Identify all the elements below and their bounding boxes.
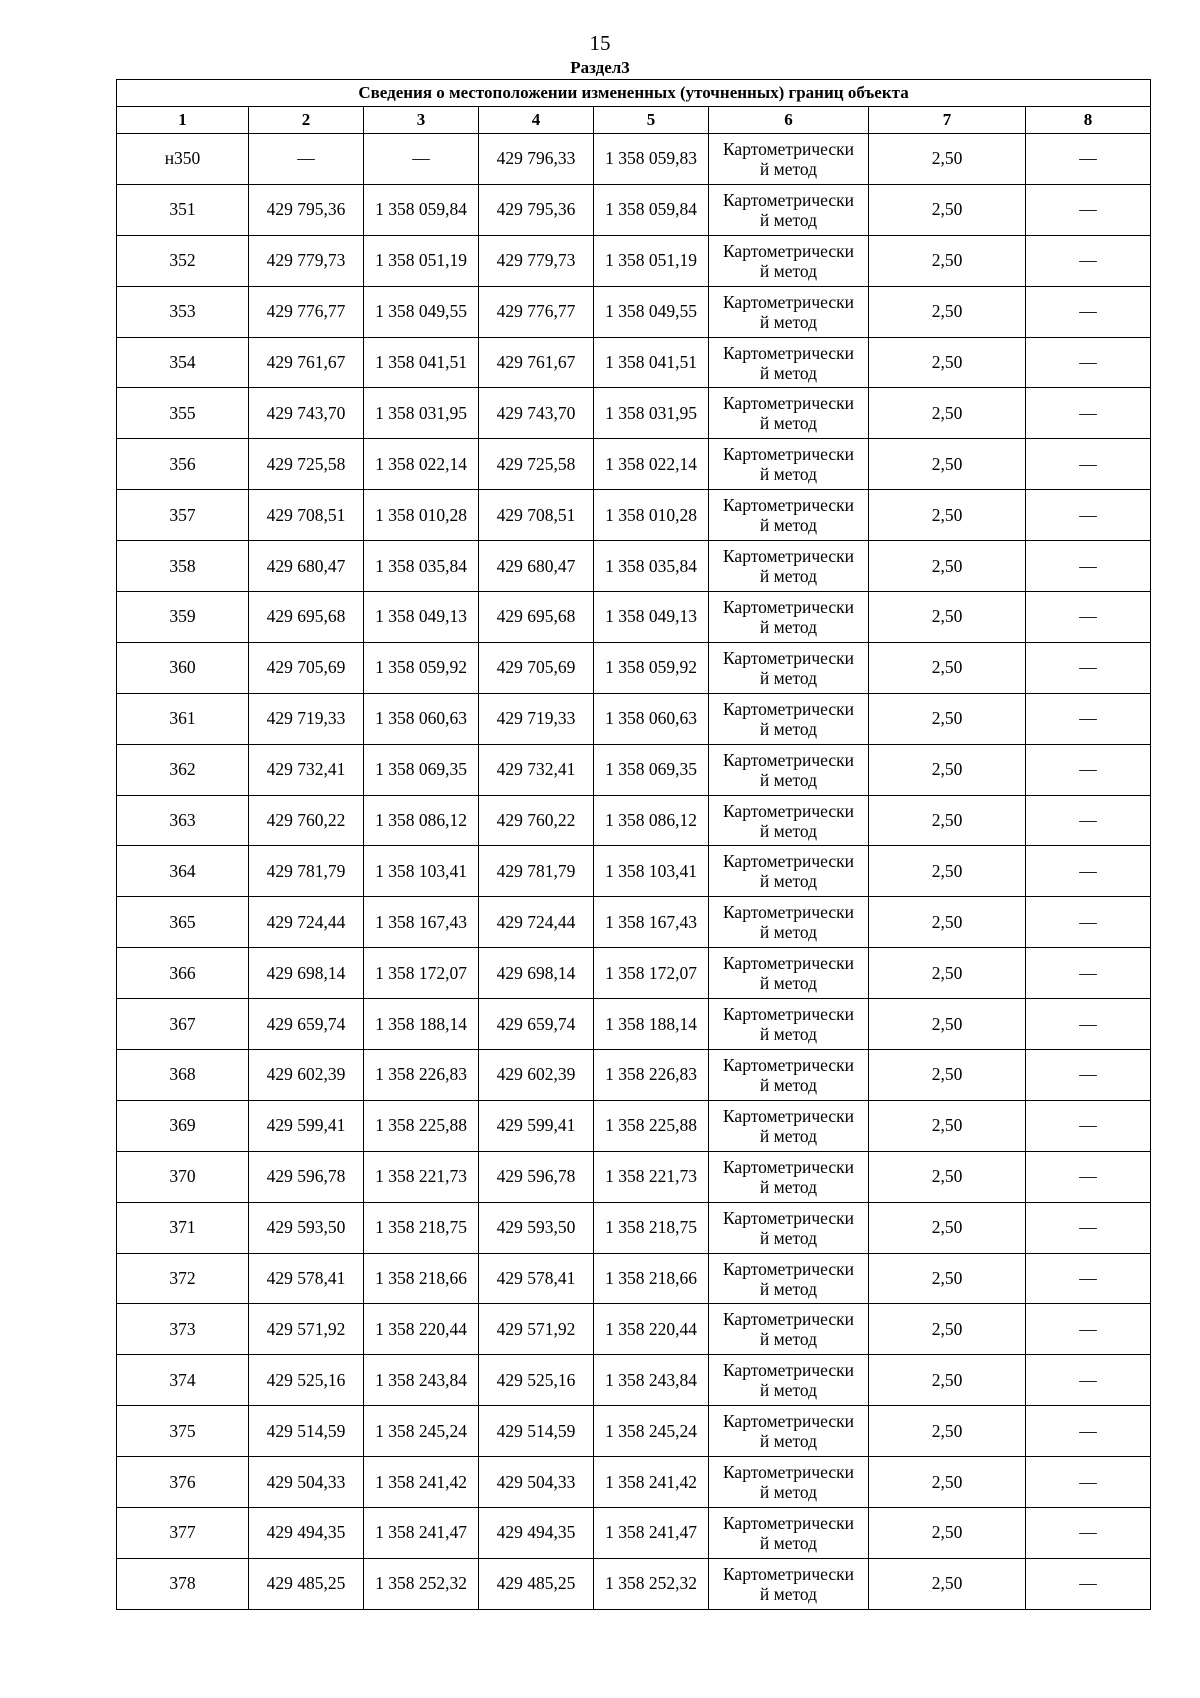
cell-point-number: 367	[117, 999, 249, 1050]
cell-old-y: 1 358 103,41	[364, 846, 479, 897]
cell-method: Картометрически й метод	[709, 134, 869, 185]
cell-old-x: 429 743,70	[249, 388, 364, 439]
cell-new-y: 1 358 059,92	[594, 642, 709, 693]
cell-old-x: 429 708,51	[249, 490, 364, 541]
cell-precision: 2,50	[869, 1100, 1026, 1151]
cell-old-x: 429 781,79	[249, 846, 364, 897]
cell-new-x: 429 525,16	[479, 1355, 594, 1406]
cell-new-x: 429 593,50	[479, 1202, 594, 1253]
cell-new-y: 1 358 243,84	[594, 1355, 709, 1406]
cell-point-number: 356	[117, 439, 249, 490]
cell-new-x: 429 680,47	[479, 541, 594, 592]
cell-method: Картометрически й метод	[709, 1406, 869, 1457]
cell-old-y: 1 358 243,84	[364, 1355, 479, 1406]
cell-precision: 2,50	[869, 897, 1026, 948]
cell-old-y: 1 358 241,42	[364, 1457, 479, 1508]
cell-precision: 2,50	[869, 235, 1026, 286]
cell-method: Картометрически й метод	[709, 184, 869, 235]
cell-old-x: 429 659,74	[249, 999, 364, 1050]
cell-precision: 2,50	[869, 1355, 1026, 1406]
cell-precision: 2,50	[869, 1151, 1026, 1202]
cell-old-x: 429 596,78	[249, 1151, 364, 1202]
cell-method: Картометрически й метод	[709, 1457, 869, 1508]
cell-method: Картометрически й метод	[709, 439, 869, 490]
cell-old-x: 429 485,25	[249, 1558, 364, 1609]
cell-description: —	[1026, 134, 1151, 185]
cell-new-x: 429 485,25	[479, 1558, 594, 1609]
cell-precision: 2,50	[869, 948, 1026, 999]
cell-old-y: 1 358 221,73	[364, 1151, 479, 1202]
cell-new-y: 1 358 172,07	[594, 948, 709, 999]
cell-new-x: 429 743,70	[479, 388, 594, 439]
cell-point-number: 359	[117, 592, 249, 643]
cell-point-number: 375	[117, 1406, 249, 1457]
cell-new-y: 1 358 241,47	[594, 1508, 709, 1559]
cell-method: Картометрически й метод	[709, 1100, 869, 1151]
cell-new-y: 1 358 241,42	[594, 1457, 709, 1508]
cell-old-y: 1 358 245,24	[364, 1406, 479, 1457]
cell-precision: 2,50	[869, 184, 1026, 235]
cell-new-x: 429 659,74	[479, 999, 594, 1050]
cell-method: Картометрически й метод	[709, 1508, 869, 1559]
column-header-8: 8	[1026, 107, 1151, 134]
cell-old-y: 1 358 188,14	[364, 999, 479, 1050]
column-header-5: 5	[594, 107, 709, 134]
cell-old-x: 429 578,41	[249, 1253, 364, 1304]
cell-old-x: —	[249, 134, 364, 185]
cell-description: —	[1026, 897, 1151, 948]
cell-description: —	[1026, 642, 1151, 693]
table-row	[117, 1355, 1151, 1406]
cell-method: Картометрически й метод	[709, 642, 869, 693]
cell-point-number: 371	[117, 1202, 249, 1253]
cell-description: —	[1026, 388, 1151, 439]
table-row	[117, 541, 1151, 592]
cell-old-x: 429 776,77	[249, 286, 364, 337]
cell-precision: 2,50	[869, 795, 1026, 846]
table-row	[117, 1304, 1151, 1355]
cell-precision: 2,50	[869, 1457, 1026, 1508]
cell-method: Картометрически й метод	[709, 286, 869, 337]
cell-method: Картометрически й метод	[709, 592, 869, 643]
table-row	[117, 897, 1151, 948]
cell-old-y: 1 358 051,19	[364, 235, 479, 286]
cell-description: —	[1026, 1050, 1151, 1101]
cell-old-x: 429 795,36	[249, 184, 364, 235]
cell-description: —	[1026, 592, 1151, 643]
column-header-6: 6	[709, 107, 869, 134]
cell-old-y: 1 358 060,63	[364, 693, 479, 744]
cell-old-x: 429 593,50	[249, 1202, 364, 1253]
cell-point-number: 358	[117, 541, 249, 592]
cell-new-y: 1 358 218,66	[594, 1253, 709, 1304]
cell-old-x: 429 719,33	[249, 693, 364, 744]
table-row	[117, 1558, 1151, 1609]
cell-new-y: 1 358 103,41	[594, 846, 709, 897]
cell-method: Картометрически й метод	[709, 897, 869, 948]
cell-precision: 2,50	[869, 744, 1026, 795]
table-row	[117, 948, 1151, 999]
cell-old-y: 1 358 010,28	[364, 490, 479, 541]
table-row	[117, 999, 1151, 1050]
cell-old-x: 429 599,41	[249, 1100, 364, 1151]
cell-new-x: 429 779,73	[479, 235, 594, 286]
cell-old-y: 1 358 041,51	[364, 337, 479, 388]
cell-point-number: 366	[117, 948, 249, 999]
cell-old-x: 429 779,73	[249, 235, 364, 286]
cell-new-x: 429 602,39	[479, 1050, 594, 1101]
cell-precision: 2,50	[869, 439, 1026, 490]
cell-method: Картометрически й метод	[709, 948, 869, 999]
cell-description: —	[1026, 948, 1151, 999]
cell-new-x: 429 599,41	[479, 1100, 594, 1151]
cell-precision: 2,50	[869, 592, 1026, 643]
cell-precision: 2,50	[869, 999, 1026, 1050]
cell-precision: 2,50	[869, 286, 1026, 337]
cell-old-x: 429 732,41	[249, 744, 364, 795]
table-row	[117, 1406, 1151, 1457]
cell-point-number: 351	[117, 184, 249, 235]
table-row	[117, 1508, 1151, 1559]
cell-old-x: 429 504,33	[249, 1457, 364, 1508]
cell-point-number: н350	[117, 134, 249, 185]
cell-description: —	[1026, 541, 1151, 592]
cell-description: —	[1026, 846, 1151, 897]
cell-description: —	[1026, 999, 1151, 1050]
cell-precision: 2,50	[869, 1202, 1026, 1253]
cell-old-y: 1 358 225,88	[364, 1100, 479, 1151]
cell-old-y: 1 358 086,12	[364, 795, 479, 846]
cell-point-number: 376	[117, 1457, 249, 1508]
cell-point-number: 368	[117, 1050, 249, 1101]
cell-old-y: 1 358 049,13	[364, 592, 479, 643]
cell-old-y: 1 358 059,84	[364, 184, 479, 235]
cell-point-number: 355	[117, 388, 249, 439]
table-row	[117, 1100, 1151, 1151]
cell-old-y: 1 358 031,95	[364, 388, 479, 439]
cell-new-x: 429 732,41	[479, 744, 594, 795]
column-header-3: 3	[364, 107, 479, 134]
cell-method: Картометрически й метод	[709, 693, 869, 744]
table-row	[117, 1151, 1151, 1202]
cell-method: Картометрически й метод	[709, 795, 869, 846]
cell-description: —	[1026, 1355, 1151, 1406]
cell-point-number: 378	[117, 1558, 249, 1609]
cell-description: —	[1026, 1558, 1151, 1609]
cell-new-y: 1 358 220,44	[594, 1304, 709, 1355]
cell-precision: 2,50	[869, 541, 1026, 592]
cell-description: —	[1026, 235, 1151, 286]
cell-method: Картометрически й метод	[709, 490, 869, 541]
cell-point-number: 369	[117, 1100, 249, 1151]
cell-old-x: 429 695,68	[249, 592, 364, 643]
cell-description: —	[1026, 337, 1151, 388]
cell-method: Картометрически й метод	[709, 337, 869, 388]
cell-point-number: 377	[117, 1508, 249, 1559]
table-row	[117, 134, 1151, 185]
cell-description: —	[1026, 744, 1151, 795]
table-row	[117, 1050, 1151, 1101]
cell-precision: 2,50	[869, 846, 1026, 897]
cell-new-x: 429 761,67	[479, 337, 594, 388]
cell-new-x: 429 725,58	[479, 439, 594, 490]
table-row	[117, 235, 1151, 286]
cell-method: Картометрически й метод	[709, 1253, 869, 1304]
boundary-coordinates-table	[116, 79, 1151, 1610]
table-row	[117, 795, 1151, 846]
table-row	[117, 286, 1151, 337]
table-caption: Сведения о местоположении измененных (уточненных) границ объекта	[117, 80, 1151, 107]
cell-old-y: 1 358 172,07	[364, 948, 479, 999]
cell-method: Картометрически й метод	[709, 541, 869, 592]
column-header-2: 2	[249, 107, 364, 134]
cell-point-number: 353	[117, 286, 249, 337]
cell-new-x: 429 760,22	[479, 795, 594, 846]
cell-old-y: 1 358 035,84	[364, 541, 479, 592]
cell-point-number: 372	[117, 1253, 249, 1304]
table-row	[117, 1202, 1151, 1253]
cell-method: Картометрически й метод	[709, 846, 869, 897]
cell-description: —	[1026, 693, 1151, 744]
cell-description: —	[1026, 1151, 1151, 1202]
cell-precision: 2,50	[869, 1508, 1026, 1559]
cell-new-x: 429 596,78	[479, 1151, 594, 1202]
cell-new-y: 1 358 041,51	[594, 337, 709, 388]
cell-old-x: 429 724,44	[249, 897, 364, 948]
cell-new-y: 1 358 051,19	[594, 235, 709, 286]
cell-new-y: 1 358 221,73	[594, 1151, 709, 1202]
cell-method: Картометрически й метод	[709, 744, 869, 795]
cell-point-number: 357	[117, 490, 249, 541]
cell-description: —	[1026, 286, 1151, 337]
cell-method: Картометрически й метод	[709, 1151, 869, 1202]
page-number: 15	[589, 31, 611, 55]
cell-new-x: 429 719,33	[479, 693, 594, 744]
cell-new-y: 1 358 035,84	[594, 541, 709, 592]
cell-old-x: 429 602,39	[249, 1050, 364, 1101]
cell-new-x: 429 796,33	[479, 134, 594, 185]
cell-new-x: 429 494,35	[479, 1508, 594, 1559]
cell-old-y: 1 358 252,32	[364, 1558, 479, 1609]
cell-description: —	[1026, 490, 1151, 541]
cell-old-x: 429 761,67	[249, 337, 364, 388]
cell-old-x: 429 680,47	[249, 541, 364, 592]
cell-point-number: 362	[117, 744, 249, 795]
cell-old-y: 1 358 049,55	[364, 286, 479, 337]
cell-old-y: 1 358 218,75	[364, 1202, 479, 1253]
cell-description: —	[1026, 1508, 1151, 1559]
cell-precision: 2,50	[869, 1406, 1026, 1457]
column-header-1: 1	[117, 107, 249, 134]
table-row	[117, 642, 1151, 693]
cell-point-number: 365	[117, 897, 249, 948]
cell-precision: 2,50	[869, 642, 1026, 693]
cell-point-number: 370	[117, 1151, 249, 1202]
table-row	[117, 1457, 1151, 1508]
cell-new-x: 429 698,14	[479, 948, 594, 999]
cell-method: Картометрически й метод	[709, 1304, 869, 1355]
table-row	[117, 337, 1151, 388]
cell-new-x: 429 504,33	[479, 1457, 594, 1508]
cell-old-y: 1 358 167,43	[364, 897, 479, 948]
cell-method: Картометрически й метод	[709, 999, 869, 1050]
cell-old-x: 429 760,22	[249, 795, 364, 846]
cell-new-y: 1 358 069,35	[594, 744, 709, 795]
cell-new-x: 429 708,51	[479, 490, 594, 541]
cell-method: Картометрически й метод	[709, 1050, 869, 1101]
cell-old-x: 429 525,16	[249, 1355, 364, 1406]
table-row	[117, 744, 1151, 795]
cell-old-y: 1 358 069,35	[364, 744, 479, 795]
section-title: Раздел3	[570, 58, 630, 77]
cell-old-x: 429 705,69	[249, 642, 364, 693]
cell-precision: 2,50	[869, 134, 1026, 185]
cell-precision: 2,50	[869, 1050, 1026, 1101]
cell-old-y: 1 358 059,92	[364, 642, 479, 693]
cell-point-number: 374	[117, 1355, 249, 1406]
cell-new-x: 429 795,36	[479, 184, 594, 235]
cell-description: —	[1026, 795, 1151, 846]
cell-method: Картометрически й метод	[709, 1202, 869, 1253]
cell-new-y: 1 358 225,88	[594, 1100, 709, 1151]
cell-new-y: 1 358 218,75	[594, 1202, 709, 1253]
cell-precision: 2,50	[869, 490, 1026, 541]
table-body	[117, 134, 1151, 1610]
cell-new-x: 429 776,77	[479, 286, 594, 337]
cell-new-x: 429 695,68	[479, 592, 594, 643]
cell-new-x: 429 571,92	[479, 1304, 594, 1355]
cell-description: —	[1026, 1253, 1151, 1304]
column-header-4: 4	[479, 107, 594, 134]
table-row	[117, 592, 1151, 643]
cell-description: —	[1026, 1406, 1151, 1457]
cell-new-y: 1 358 031,95	[594, 388, 709, 439]
cell-description: —	[1026, 184, 1151, 235]
cell-point-number: 352	[117, 235, 249, 286]
cell-new-y: 1 358 049,13	[594, 592, 709, 643]
cell-description: —	[1026, 1202, 1151, 1253]
cell-point-number: 354	[117, 337, 249, 388]
cell-new-y: 1 358 060,63	[594, 693, 709, 744]
cell-new-y: 1 358 049,55	[594, 286, 709, 337]
cell-old-x: 429 494,35	[249, 1508, 364, 1559]
cell-new-y: 1 358 167,43	[594, 897, 709, 948]
cell-old-y: 1 358 220,44	[364, 1304, 479, 1355]
cell-method: Картометрически й метод	[709, 235, 869, 286]
cell-method: Картометрически й метод	[709, 1558, 869, 1609]
cell-point-number: 363	[117, 795, 249, 846]
table-row	[117, 388, 1151, 439]
cell-old-x: 429 571,92	[249, 1304, 364, 1355]
cell-new-y: 1 358 010,28	[594, 490, 709, 541]
cell-old-y: 1 358 218,66	[364, 1253, 479, 1304]
cell-old-x: 429 698,14	[249, 948, 364, 999]
cell-new-y: 1 358 022,14	[594, 439, 709, 490]
cell-point-number: 361	[117, 693, 249, 744]
cell-new-x: 429 724,44	[479, 897, 594, 948]
cell-method: Картометрически й метод	[709, 388, 869, 439]
column-header-row	[117, 107, 1151, 134]
table-row	[117, 490, 1151, 541]
cell-precision: 2,50	[869, 1558, 1026, 1609]
cell-precision: 2,50	[869, 337, 1026, 388]
cell-old-x: 429 725,58	[249, 439, 364, 490]
cell-old-y: —	[364, 134, 479, 185]
column-header-7: 7	[869, 107, 1026, 134]
cell-precision: 2,50	[869, 1304, 1026, 1355]
cell-new-x: 429 514,59	[479, 1406, 594, 1457]
cell-precision: 2,50	[869, 388, 1026, 439]
cell-description: —	[1026, 1457, 1151, 1508]
cell-precision: 2,50	[869, 693, 1026, 744]
table-row	[117, 846, 1151, 897]
table-row	[117, 439, 1151, 490]
cell-description: —	[1026, 1304, 1151, 1355]
cell-new-x: 429 705,69	[479, 642, 594, 693]
cell-new-y: 1 358 086,12	[594, 795, 709, 846]
table-row	[117, 184, 1151, 235]
cell-new-y: 1 358 226,83	[594, 1050, 709, 1101]
cell-method: Картометрически й метод	[709, 1355, 869, 1406]
cell-description: —	[1026, 439, 1151, 490]
cell-point-number: 373	[117, 1304, 249, 1355]
cell-new-x: 429 578,41	[479, 1253, 594, 1304]
table-row	[117, 1253, 1151, 1304]
cell-point-number: 360	[117, 642, 249, 693]
cell-point-number: 364	[117, 846, 249, 897]
table-row	[117, 693, 1151, 744]
cell-precision: 2,50	[869, 1253, 1026, 1304]
cell-old-y: 1 358 022,14	[364, 439, 479, 490]
cell-new-y: 1 358 245,24	[594, 1406, 709, 1457]
cell-new-y: 1 358 059,83	[594, 134, 709, 185]
cell-new-y: 1 358 059,84	[594, 184, 709, 235]
cell-old-y: 1 358 226,83	[364, 1050, 479, 1101]
cell-old-x: 429 514,59	[249, 1406, 364, 1457]
cell-old-y: 1 358 241,47	[364, 1508, 479, 1559]
cell-description: —	[1026, 1100, 1151, 1151]
cell-new-y: 1 358 188,14	[594, 999, 709, 1050]
cell-new-x: 429 781,79	[479, 846, 594, 897]
cell-new-y: 1 358 252,32	[594, 1558, 709, 1609]
